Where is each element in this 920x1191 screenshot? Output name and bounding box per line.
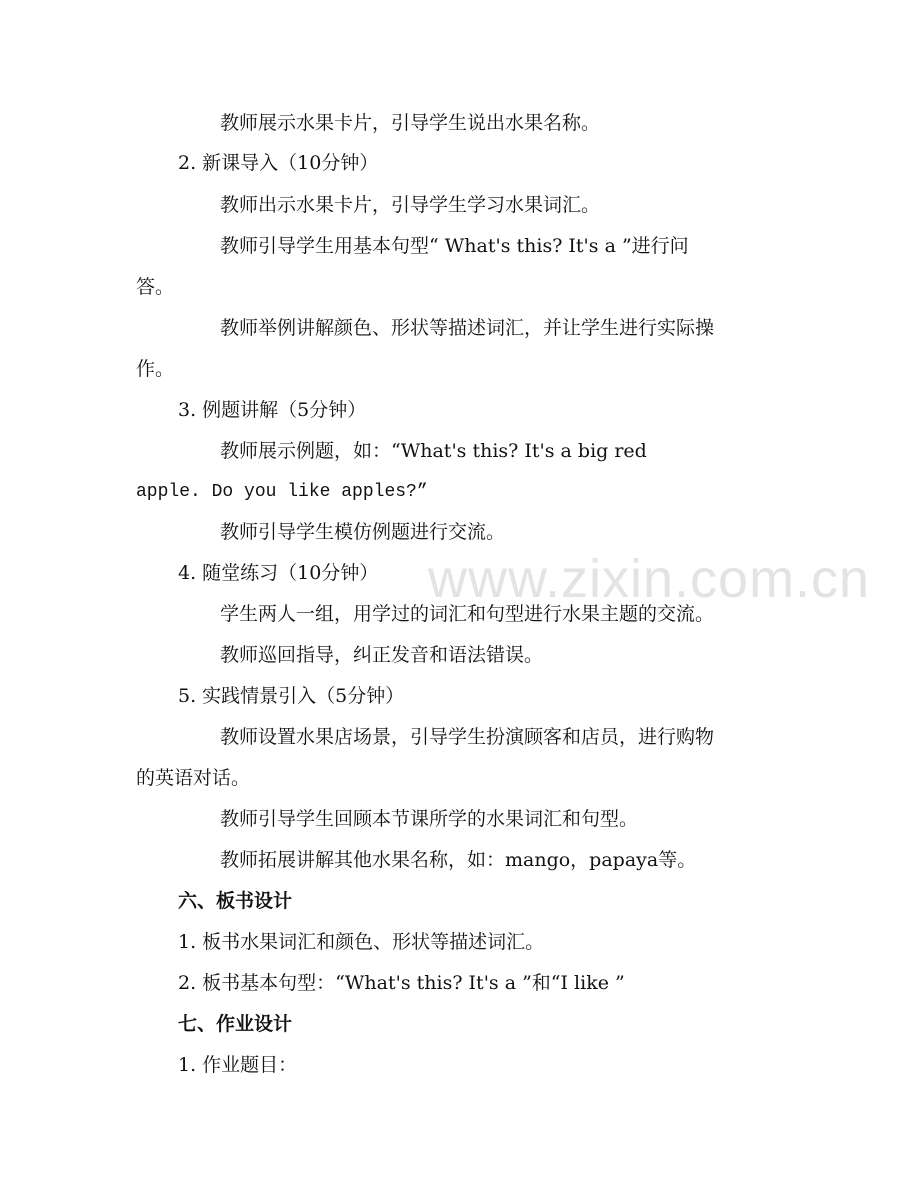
section-item-heading: 3. 例题讲解（5分钟） xyxy=(178,399,367,421)
paragraph-line: 教师巡回指导，纠正发音和语法错误。 xyxy=(220,644,544,666)
paragraph-line: 作。 xyxy=(136,358,175,380)
list-item: 1. 板书水果词汇和颜色、形状等描述词汇。 xyxy=(178,931,545,953)
watermark: www.zixin.com.cn xyxy=(428,549,871,609)
paragraph-line: apple. Do you like apples?” xyxy=(136,482,428,502)
paragraph-line: 教师举例讲解颜色、形状等描述词汇，并让学生进行实际操 xyxy=(220,317,715,339)
paragraph-line: 教师拓展讲解其他水果名称，如：mango，papaya等。 xyxy=(220,849,697,871)
paragraph-line: 教师设置水果店场景，引导学生扮演顾客和店员，进行购物 xyxy=(220,726,715,748)
paragraph-line: 教师展示例题，如：“What's this? It's a big red xyxy=(220,440,647,462)
paragraph-line: 答。 xyxy=(136,276,175,298)
section-item-heading: 4. 随堂练习（10分钟） xyxy=(178,562,379,584)
section-heading: 七、作业设计 xyxy=(178,1013,293,1035)
paragraph-line: 教师引导学生模仿例题进行交流。 xyxy=(220,521,506,543)
paragraph-line: 教师展示水果卡片，引导学生说出水果名称。 xyxy=(220,112,601,134)
paragraph-line: 教师引导学生回顾本节课所学的水果词汇和句型。 xyxy=(220,808,639,830)
list-item: 2. 板书基本句型：“What's this? It's a ”和“I like ” xyxy=(178,972,625,994)
paragraph-line: 教师出示水果卡片，引导学生学习水果词汇。 xyxy=(220,194,601,216)
list-item: 1. 作业题目： xyxy=(178,1054,298,1076)
paragraph-line: 的英语对话。 xyxy=(136,767,251,789)
paragraph-line: 教师引导学生用基本句型“ What's this? It's a ”进行问 xyxy=(220,235,689,257)
paragraph-line: 学生两人一组，用学过的词汇和句型进行水果主题的交流。 xyxy=(220,603,715,625)
section-item-heading: 5. 实践情景引入（5分钟） xyxy=(178,685,405,707)
section-heading: 六、板书设计 xyxy=(178,890,293,912)
section-item-heading: 2. 新课导入（10分钟） xyxy=(178,152,379,174)
